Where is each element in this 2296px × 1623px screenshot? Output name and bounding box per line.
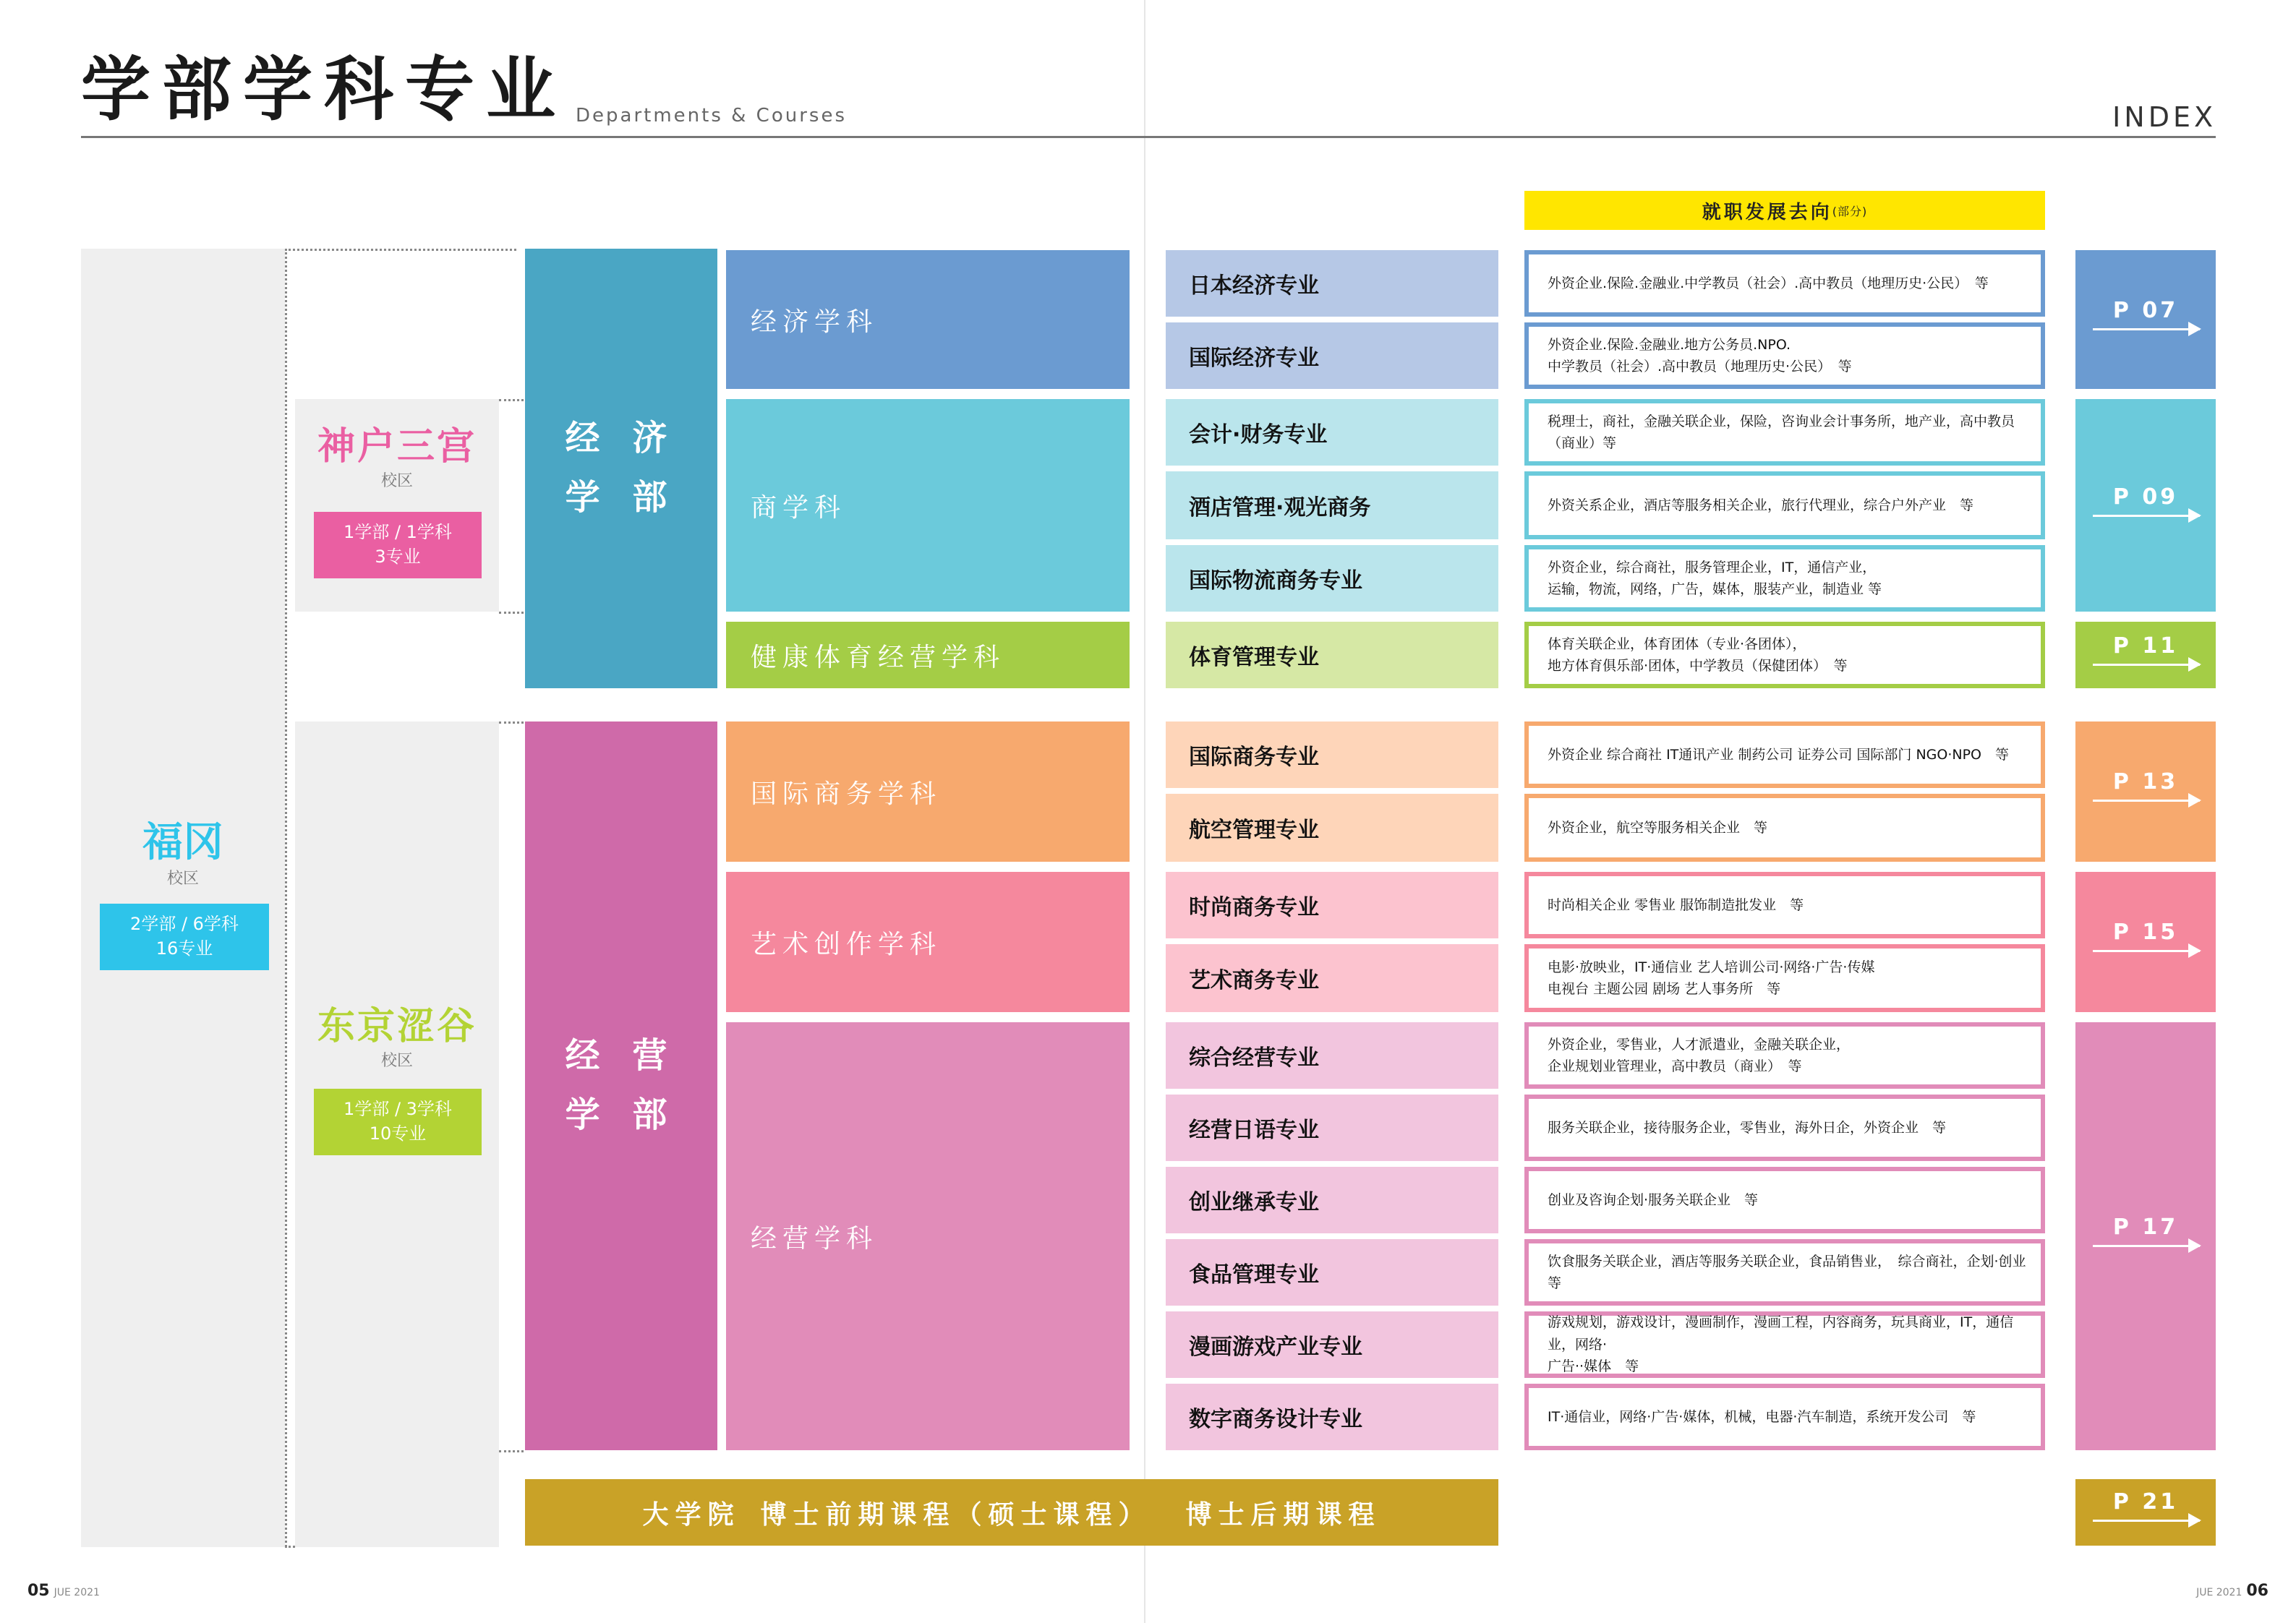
connector <box>285 249 287 1547</box>
career-line: 外资企业，综合商社，服务管理企业，IT，通信产业， <box>1548 559 1877 575</box>
dept-business-management: 经营学科 <box>726 1022 1130 1450</box>
career-line: 广告··媒体 等 <box>1548 1358 1639 1375</box>
major-item: 数字商务设计专业 <box>1166 1384 1498 1450</box>
career-header-label: 就职发展去向 <box>1702 201 1832 223</box>
major-item: 国际经济专业 <box>1166 322 1498 389</box>
index-label: INDEX <box>2112 101 2216 133</box>
career-line: 电影·放映业，IT·通信业 艺人培训公司·网络·广告·传媒 <box>1548 959 1875 975</box>
dept-international-business: 国际商务学科 <box>726 721 1130 862</box>
page-link-p15[interactable] <box>2075 872 2216 1012</box>
dept-economics: 经济学科 <box>726 250 1130 389</box>
faculty-economics-line2: 学 部 <box>565 477 678 518</box>
arrow-right-icon <box>2093 664 2200 666</box>
page-link-label: P 09 <box>2112 484 2179 510</box>
major-item: 食品管理专业 <box>1166 1239 1498 1306</box>
major-item: 酒店管理·观光商务 <box>1166 471 1498 539</box>
major-item: 经营日语专业 <box>1166 1095 1498 1161</box>
graduate-label: 大学院 <box>642 1499 741 1530</box>
graduate-master-course: 博士前期课程（硕士课程） <box>760 1499 1151 1530</box>
major-item: 航空管理专业 <box>1166 794 1498 862</box>
career-line: 中学教员（社会）.高中教员（地理历史·公民） 等 <box>1548 359 1852 374</box>
faculty-management-line1: 经 营 <box>565 1035 678 1076</box>
major-item: 国际物流商务专业 <box>1166 545 1498 612</box>
page-link-label: P 11 <box>2112 633 2179 659</box>
career-item <box>1524 1022 2045 1089</box>
career-line: 创业及咨询企划·服务关联企业 等 <box>1548 1191 1759 1208</box>
connector <box>285 1546 295 1548</box>
page-link-p13[interactable] <box>2075 721 2216 862</box>
page-link-label: P 13 <box>2112 769 2179 795</box>
page-link-label: P 15 <box>2112 920 2179 945</box>
footer-right <box>2196 1582 2269 1600</box>
footer-left-note: JUE 2021 <box>54 1587 100 1598</box>
campus-tokyo-line2: 10专业 <box>369 1123 427 1144</box>
career-item <box>1524 250 2045 317</box>
page-link-label: P 21 <box>2112 1489 2179 1515</box>
major-item: 日本经济专业 <box>1166 250 1498 317</box>
faculty-economics-line1: 经 济 <box>565 418 678 459</box>
career-header <box>1524 191 2045 230</box>
career-item <box>1524 1311 2045 1378</box>
connector <box>285 249 516 251</box>
career-header-note: (部分) <box>1832 204 1868 218</box>
footer-right-note: JUE 2021 <box>2196 1587 2242 1598</box>
arrow-right-icon <box>2093 800 2200 802</box>
dept-art-creation: 艺术创作学科 <box>726 872 1130 1012</box>
career-line: 饮食服务关联企业，酒店等服务关联企业，食品销售业， 综合商社，企划·创业 等 <box>1548 1253 2040 1291</box>
connector <box>499 1450 524 1452</box>
page-title: 学部学科专业 <box>81 49 567 130</box>
campus-kobe-line1: 1学部 / 1学科 <box>343 522 452 543</box>
career-line: 外资企业 综合商社 IT通讯产业 制药公司 证券公司 国际部门 NGO·NPO 等 <box>1548 746 2010 763</box>
career-item <box>1524 1239 2045 1306</box>
major-item: 综合经营专业 <box>1166 1022 1498 1089</box>
career-line: 运输，物流，网络，广告，媒体，服装产业，制造业 等 <box>1548 581 1882 597</box>
major-item: 漫画游戏产业专业 <box>1166 1311 1498 1378</box>
campus-tokyo-name: 东京涩谷 <box>317 1005 477 1048</box>
career-line: IT·通信业，网络·广告·媒体，机械，电器·汽车制造，系统开发公司 等 <box>1548 1408 1976 1425</box>
career-item <box>1524 794 2045 862</box>
career-line: 体育关联企业，体育团体（专业·各团体）， <box>1548 635 1806 652</box>
major-item: 创业继承专业 <box>1166 1167 1498 1233</box>
campus-fukuoka-label <box>81 819 285 888</box>
career-item <box>1524 622 2045 688</box>
campus-kobe-line2: 3专业 <box>375 547 421 567</box>
arrow-right-icon <box>2093 1520 2200 1522</box>
faculty-management <box>525 721 717 1450</box>
page-subtitle: Departments & Courses <box>576 105 847 127</box>
campus-fukuoka-name: 福冈 <box>142 819 223 866</box>
career-line: 企业规划业管理业，高中教员（商业） 等 <box>1548 1058 1802 1074</box>
page-number-left: 05 <box>27 1582 50 1600</box>
career-item <box>1524 721 2045 788</box>
career-item <box>1524 322 2045 389</box>
campus-fukuoka-sub: 校区 <box>166 870 199 888</box>
career-line: 外资企业.保险.金融业.中学教员（社会）.高中教员（地理历史·公民） 等 <box>1548 275 1989 291</box>
graduate-doctoral-course: 博士后期课程 <box>1185 1499 1381 1530</box>
career-line: 外资企业.保险.金融业.地方公务员.NPO. <box>1548 336 1791 353</box>
campus-tokyo-line1: 1学部 / 3学科 <box>343 1099 452 1120</box>
major-item: 艺术商务专业 <box>1166 944 1498 1012</box>
career-item <box>1524 1167 2045 1233</box>
career-line: 地方体育俱乐部·团体，中学教员（保健团体） 等 <box>1548 658 1848 674</box>
career-line: 游戏规划，游戏设计，漫画制作，漫画工程，内容商务，玩具商业，IT，通信业，网络· <box>1548 1314 2014 1353</box>
career-line: 外资关系企业，酒店等服务相关企业，旅行代理业，综合户外产业 等 <box>1548 497 1974 513</box>
faculty-economics <box>525 249 717 688</box>
career-item <box>1524 399 2045 466</box>
header-rule <box>81 136 2216 138</box>
campus-fukuoka-line2: 16专业 <box>155 938 213 959</box>
arrow-right-icon <box>2093 1245 2200 1247</box>
major-item: 时尚商务专业 <box>1166 872 1498 938</box>
connector <box>499 399 524 401</box>
campus-kobe-stats <box>314 512 482 578</box>
career-line: 外资企业，航空等服务相关企业 等 <box>1548 819 1768 836</box>
page-link-p07[interactable] <box>2075 250 2216 389</box>
page-number-right: 06 <box>2246 1582 2269 1600</box>
campus-fukuoka-stats <box>100 904 269 970</box>
page-link-label: P 07 <box>2112 298 2179 323</box>
career-item <box>1524 944 2045 1012</box>
connector <box>499 721 524 724</box>
major-item: 国际商务专业 <box>1166 721 1498 788</box>
major-item: 会计·财务专业 <box>1166 399 1498 466</box>
campus-tokyo-label <box>295 1005 499 1071</box>
page-link-p09[interactable] <box>2075 399 2216 612</box>
campus-kobe-sub: 校区 <box>380 472 413 490</box>
dept-commerce: 商学科 <box>726 399 1130 612</box>
dept-sports-management: 健康体育经营学科 <box>726 622 1130 688</box>
footer-left <box>27 1582 100 1600</box>
arrow-right-icon <box>2093 950 2200 952</box>
campus-tokyo-sub: 校区 <box>380 1052 413 1070</box>
career-item <box>1524 1384 2045 1450</box>
career-item <box>1524 471 2045 539</box>
career-line: 外资企业，零售业，人才派遣业，金融关联企业， <box>1548 1036 1851 1053</box>
page-link-label: P 17 <box>2112 1215 2179 1240</box>
campus-kobe-name: 神户三宫 <box>317 425 477 468</box>
campus-fukuoka <box>81 249 285 1547</box>
campus-tokyo-stats <box>314 1089 482 1155</box>
page-spine <box>1144 0 1145 1623</box>
career-line: 电视台 主题公园 剧场 艺人事务所 等 <box>1548 981 1781 997</box>
career-item <box>1524 872 2045 938</box>
major-item: 体育管理专业 <box>1166 622 1498 688</box>
page-link-p11[interactable] <box>2075 622 2216 688</box>
graduate-school-band <box>525 1479 1498 1546</box>
career-item <box>1524 545 2045 612</box>
arrow-right-icon <box>2093 328 2200 330</box>
page-link-p17[interactable] <box>2075 1022 2216 1450</box>
connector <box>499 612 524 614</box>
career-line: 税理士，商社，金融关联企业，保险，咨询业会计事务所，地产业，高中教员（商业）等 <box>1548 413 2015 451</box>
campus-fukuoka-line1: 2学部 / 6学科 <box>130 914 239 935</box>
career-line: 服务关联企业，接待服务企业，零售业，海外日企，外资企业 等 <box>1548 1119 1947 1136</box>
faculty-management-line2: 学 部 <box>565 1095 678 1135</box>
campus-kobe-label <box>295 425 499 491</box>
career-item <box>1524 1095 2045 1161</box>
page-link-p21[interactable] <box>2075 1479 2216 1546</box>
arrow-right-icon <box>2093 515 2200 517</box>
career-line: 时尚相关企业 零售业 服饰制造批发业 等 <box>1548 896 1804 913</box>
